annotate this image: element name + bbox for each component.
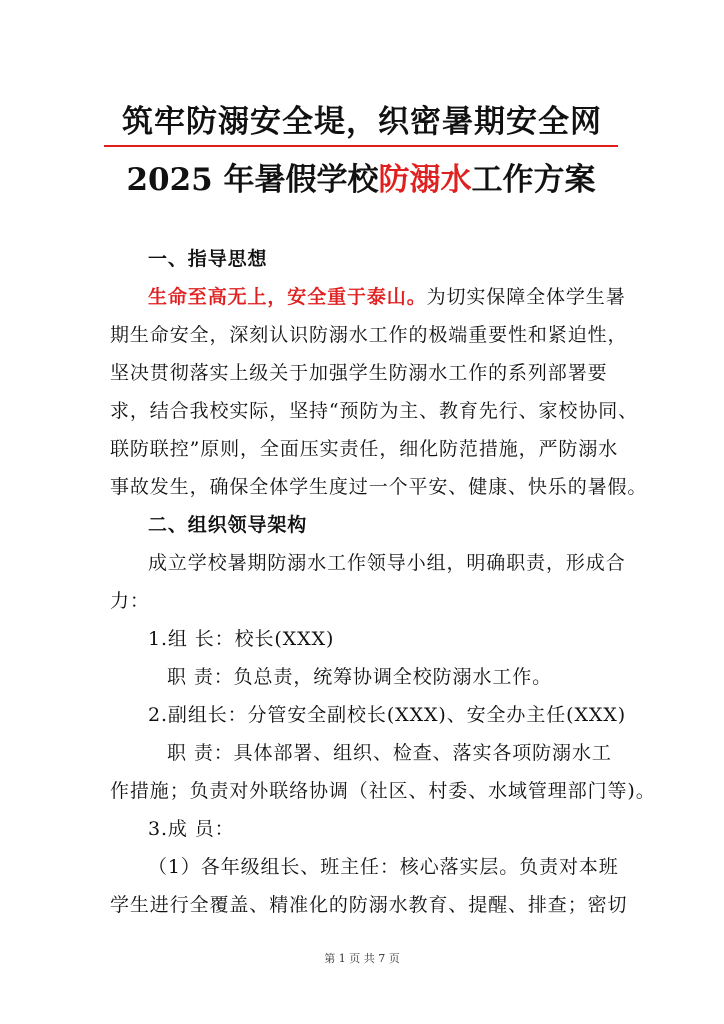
section2-intro-line: 力： [110, 590, 150, 612]
page-footer: 第 1 页 共 7 页 [324, 952, 400, 965]
members-item: 3.成 员： [148, 818, 235, 840]
section2-intro-line: 成立学校暑期防溺水工作领导小组，明确职责，形成合 [148, 552, 626, 574]
leader-item: 1.组 长：校长(XXX) [148, 628, 335, 650]
section1-para-line: 求，结合我校实际，坚持“预防为主、教育先行、家校协同、 [110, 400, 639, 422]
section1-line: 为切实保障全体学生暑 [426, 286, 626, 308]
section1-para-line: 期生命安全，深刻认识防溺水工作的极端重要性和紧迫性， [110, 324, 628, 346]
members-detail-line: 学生进行全覆盖、精准化的防溺水教育、提醒、排查；密切 [110, 894, 628, 916]
section2-heading: 二、组织领导架构 [148, 514, 308, 536]
section1-para-line: 联防联控”原则，全面压实责任，细化防范措施，严防溺水 [110, 438, 619, 460]
leader-duty: 职 责：负总责，统筹协调全校防溺水工作。 [167, 666, 553, 688]
title-prefix: 2025 年暑假学校 [126, 162, 379, 198]
section1-heading: 一、指导思想 [148, 248, 268, 270]
document-body [110, 240, 656, 924]
deputy-duty-line: 职 责：具体部署、组织、检查、落实各项防溺水工 [167, 742, 612, 764]
section1-para-line: 事故发生，确保全体学生度过一个平安、健康、快乐的暑假。 [110, 476, 648, 498]
members-detail-line: （1）各年级组长、班主任：核心落实层。负责对本班 [148, 856, 619, 878]
section1-lead-red: 生命至高无上，安全重于泰山。 [148, 286, 427, 308]
title-highlight: 防溺水 [378, 162, 472, 198]
banner-slogan: 筑牢防溺安全堤，织密暑期安全网 [122, 104, 602, 140]
document-title [104, 154, 618, 199]
section1-para-line: 坚决贯彻落实上级关于加强学生防溺水工作的系列部署要 [110, 362, 608, 384]
title-suffix: 工作方案 [471, 162, 596, 198]
deputy-item: 2.副组长：分管安全副校长(XXX)、安全办主任(XXX) [148, 704, 627, 726]
deputy-duty-line: 作措施；负责对外联络协调（社区、村委、水域管理部门等)。 [110, 780, 656, 802]
section1-para-line [110, 278, 626, 316]
red-divider [104, 145, 618, 147]
